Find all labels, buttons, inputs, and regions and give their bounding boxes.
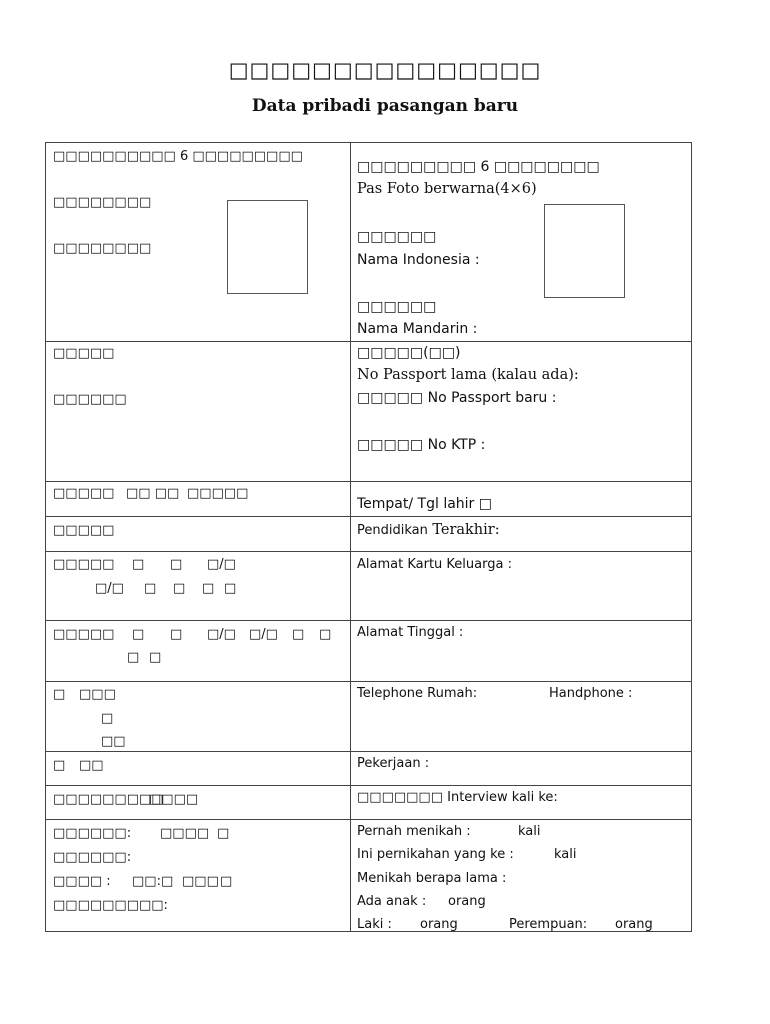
education-label[interactable] xyxy=(357,522,500,538)
daughters-label[interactable]: Perempuan: xyxy=(509,917,588,932)
sons-label[interactable]: Laki : xyxy=(357,917,392,932)
ktp-label-text: No KTP : xyxy=(427,437,486,453)
married-unit-cn: □ xyxy=(217,826,230,841)
name-label-cn-2: □□□□□□□□ xyxy=(53,241,152,256)
kk-address-part: □ xyxy=(224,581,237,596)
photo-instruction-cn: □□□□□□□□□□ 6 □□□□□□□□□ xyxy=(53,149,303,164)
form-cell-right xyxy=(351,682,692,752)
form-cell-right xyxy=(351,482,692,517)
home-address-label[interactable]: Alamat Tinggal : xyxy=(357,625,464,640)
form-cell-right xyxy=(351,342,692,482)
form-cell-right xyxy=(351,552,692,621)
form-cell-left xyxy=(46,621,351,682)
interview-count-cn: □□□□ xyxy=(149,792,199,807)
passport-label-cn: □□□□□ xyxy=(53,346,115,361)
birth-place-cn: □□□□□ xyxy=(187,486,249,501)
education-label-a: Pendidikan xyxy=(357,523,428,538)
form-cell-left xyxy=(46,482,351,517)
form-cell-left xyxy=(46,752,351,786)
children-unit-cn: □ xyxy=(220,874,233,889)
form-row-marriage xyxy=(46,820,692,932)
form-cell-left xyxy=(46,342,351,482)
new-passport-label-cn: □□□□□ xyxy=(357,390,424,406)
kk-address-part: □/□ xyxy=(207,557,236,572)
kk-address-part: □ xyxy=(202,581,215,596)
kk-address-label[interactable]: Alamat Kartu Keluarga : xyxy=(357,557,512,572)
form-cell-left xyxy=(46,786,351,820)
sons-unit: orang xyxy=(420,917,458,932)
home-address-part: □/□ xyxy=(207,627,236,642)
married-before-label-cn: □□□□□□: xyxy=(53,826,132,841)
home-address-part: □ xyxy=(170,627,183,642)
marriage-duration-label-cn: □□□□□□□□□: xyxy=(53,898,168,913)
kk-address-part: □ xyxy=(132,557,145,572)
kk-address-part: □ xyxy=(173,581,186,596)
education-label-b: Terakhir: xyxy=(432,522,500,538)
home-address-part: □ xyxy=(292,627,305,642)
married-before-unit: kali xyxy=(518,824,541,839)
indonesian-name-label[interactable]: Nama Indonesia : xyxy=(357,252,480,268)
photo-box-right[interactable] xyxy=(544,204,625,298)
marriage-duration-label[interactable]: Menikah berapa lama : xyxy=(357,871,507,886)
mandarin-name-label-cn: □□□□□□ xyxy=(357,299,437,315)
form-cell-left xyxy=(46,143,351,342)
form-cell-right xyxy=(351,820,692,932)
form-cell-left xyxy=(46,517,351,552)
old-passport-label[interactable]: No Passport lama (kalau ada): xyxy=(357,367,579,383)
kk-address-part: □ xyxy=(144,581,157,596)
home-address-label-cn: □□□□□ xyxy=(53,627,115,642)
form-cell-left xyxy=(46,682,351,752)
birth-label-cn: □□□□□ xyxy=(53,486,115,501)
married-count-cn: □□□□ xyxy=(160,826,210,841)
new-passport-label[interactable] xyxy=(357,390,556,406)
page-title-chinese: □□□□□□□□□□□□□□□ xyxy=(228,58,542,82)
birth-date-parts-cn: □□ □□ xyxy=(126,486,180,501)
interview-label[interactable] xyxy=(357,790,558,805)
children-label[interactable]: Ada anak : xyxy=(357,894,427,909)
name-label-cn: □□□□□□□□ xyxy=(53,195,152,210)
interview-label-text: Interview kali ke: xyxy=(447,790,558,805)
marriage-number-label-cn: □□□□□□: xyxy=(53,850,132,865)
home-address-part: □ xyxy=(149,650,162,665)
children-label-cn: □□□□ : xyxy=(53,874,111,889)
form-cell-right xyxy=(351,517,692,552)
form-cell-left xyxy=(46,820,351,932)
kk-address-part: □ xyxy=(170,557,183,572)
kk-address-part: □/□ xyxy=(95,581,124,596)
interview-label-cn-right: □□□□□□□ xyxy=(357,790,443,805)
phone-label-cn: □ xyxy=(53,687,66,702)
children-gender-cn: □□□ xyxy=(182,874,219,889)
home-address-part: □ xyxy=(132,627,145,642)
home-address-part: □/□ xyxy=(249,627,278,642)
page-title: Data pribadi pasangan baru xyxy=(251,96,519,116)
form-cell-left xyxy=(46,552,351,621)
form-cell-right xyxy=(351,786,692,820)
indonesian-name-label-cn: □□□□□□ xyxy=(357,229,437,245)
birth-place-date-label[interactable]: Tempat/ Tgl lahir □ xyxy=(357,496,492,512)
daughters-unit: orang xyxy=(615,917,653,932)
form-row-occupation xyxy=(46,752,692,786)
occupation-label-cn: □ xyxy=(53,758,66,773)
home-address-part: □ xyxy=(319,627,332,642)
marriage-number-unit: kali xyxy=(554,847,577,862)
form-row-phone xyxy=(46,682,692,752)
form-row-education xyxy=(46,517,692,552)
photo-box-left[interactable] xyxy=(227,200,308,294)
home-phone-label[interactable]: Telephone Rumah: xyxy=(357,686,478,701)
phone-sep-cn: □ xyxy=(101,711,114,726)
form-row-home-address xyxy=(46,621,692,682)
ktp-label[interactable] xyxy=(357,437,485,453)
phone-mobile-label-cn: □□ xyxy=(101,734,126,749)
married-before-label[interactable]: Pernah menikah : xyxy=(357,824,471,839)
interview-label-cn: □□□□□□□□□ xyxy=(53,792,164,807)
form-row-birth xyxy=(46,482,692,517)
children-unit: orang xyxy=(448,894,486,909)
kk-address-label-cn: □□□□□ xyxy=(53,557,115,572)
education-label-cn: □□□□□ xyxy=(53,523,115,538)
new-passport-label-text: No Passport baru : xyxy=(427,390,557,406)
form-cell-right xyxy=(351,143,692,342)
photo-instruction-cn-right: □□□□□□□□□ 6 □□□□□□□□ xyxy=(357,159,600,175)
photo-instruction-label: Pas Foto berwarna(4×6) xyxy=(357,181,537,197)
marriage-number-label[interactable]: Ini pernikahan yang ke : xyxy=(357,847,514,862)
occupation-label-cn-2: □□ xyxy=(79,758,104,773)
occupation-label[interactable]: Pekerjaan : xyxy=(357,756,430,771)
ktp-label-cn: □□□□□□ xyxy=(53,392,127,407)
form-cell-right xyxy=(351,752,692,786)
home-address-part: □ xyxy=(127,650,140,665)
form-row-interview xyxy=(46,786,692,820)
personal-data-form xyxy=(45,142,692,932)
form-row-passport xyxy=(46,342,692,482)
form-row-photo xyxy=(46,143,692,342)
children-count-cn: □□:□ xyxy=(132,874,174,889)
mobile-phone-label[interactable]: Handphone : xyxy=(549,686,633,701)
form-row-kk-address xyxy=(46,552,692,621)
mandarin-name-label[interactable]: Nama Mandarin : xyxy=(357,321,478,337)
ktp-label-cn-right: □□□□□ xyxy=(357,437,424,453)
form-cell-right xyxy=(351,621,692,682)
old-passport-label-cn: □□□□□(□□) xyxy=(357,345,461,361)
phone-home-label-cn: □□□ xyxy=(79,687,116,702)
